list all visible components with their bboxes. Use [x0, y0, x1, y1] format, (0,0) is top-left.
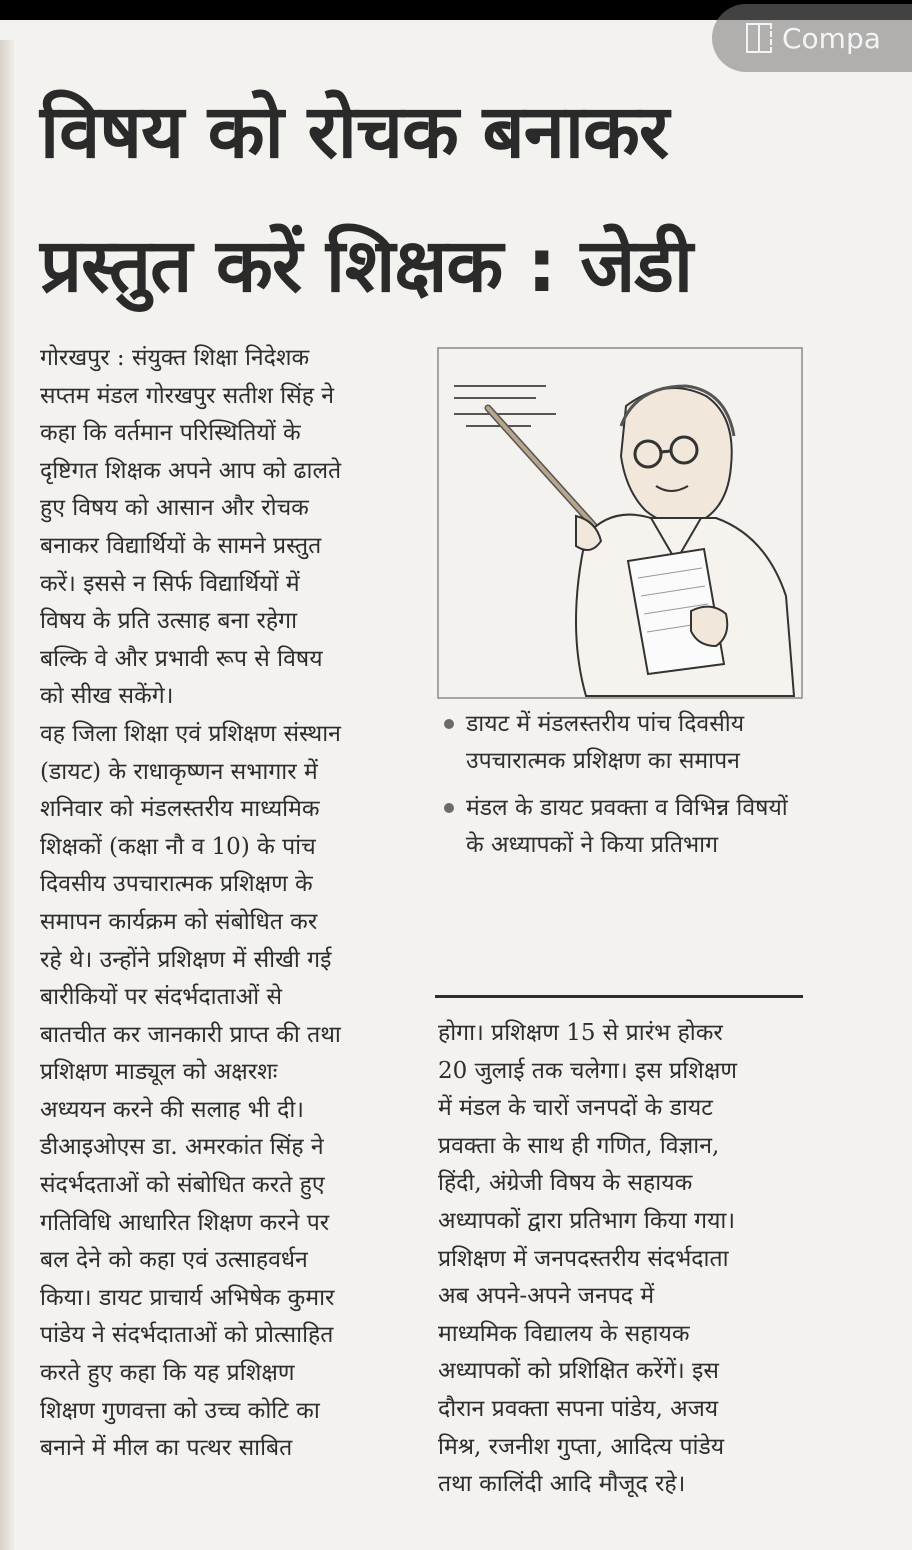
text-line: करें। इससे न सिर्फ विद्यार्थियों में: [40, 570, 300, 597]
compare-button[interactable]: [712, 4, 912, 72]
bullet-icon: [444, 719, 454, 729]
text-line: प्रशिक्षण में जनपदस्तरीय संदर्भदाता: [438, 1245, 729, 1272]
text-line: माध्यमिक विद्यालय के सहायक: [438, 1320, 690, 1347]
text-line: सप्तम मंडल गोरखपुर सतीश सिंह ने: [40, 382, 335, 409]
text-line: बनाने में मील का पत्थर साबित: [40, 1435, 293, 1462]
text-line: शिक्षकों (कक्षा नौ व 10) के पांच: [40, 833, 316, 860]
text-line: समापन कार्यक्रम को संबोधित कर: [40, 908, 318, 935]
text-line: बारीकियों पर संदर्भदाताओं से: [40, 984, 282, 1011]
text-line: हिंदी, अंग्रेजी विषय के सहायक: [438, 1170, 693, 1197]
page-edge-shadow: [0, 40, 14, 1550]
text-line: बल देने को कहा एवं उत्साहवर्धन: [40, 1247, 308, 1274]
compare-label: Compa: [782, 21, 881, 55]
text-line: दृष्टिगत शिक्षक अपने आप को ढालते: [40, 457, 342, 484]
text-line: रहे थे। उन्होंने प्रशिक्षण में सीखी गई: [40, 946, 332, 973]
text-line: डीआइओएस डा. अमरकांत सिंह ने: [40, 1134, 324, 1161]
article-right-column: [438, 1015, 800, 1504]
text-line: संदर्भदताओं को संबोधित करते हुए: [40, 1172, 325, 1199]
teacher-head: [621, 388, 732, 524]
text-line: को सीख सकेंगे।: [40, 683, 174, 710]
bullet-icon: [444, 803, 454, 813]
highlights-box: [440, 706, 802, 874]
text-line: मिश्र, रजनीश गुप्ता, आदित्य पांडेय: [438, 1433, 725, 1460]
text-line: तथा कालिंदी आदि मौजूद रहे।: [438, 1471, 686, 1498]
article-left-column: [40, 340, 412, 1468]
highlight-text: मंडल के डायट प्रवक्ता व विभिन्न विषयों के अध्यापकों ने किया प्रतिभाग: [466, 795, 788, 858]
text-line: विषय के प्रति उत्साह बना रहेगा: [40, 608, 298, 635]
text-line: अध्यापकों द्वारा प्रतिभाग किया गया।: [438, 1207, 736, 1234]
text-line: गोरखपुर : संयुक्त शिक्षा निदेशक: [40, 345, 310, 371]
teacher-illustration: [436, 346, 804, 700]
text-line: हुए विषय को आसान और रोचक: [40, 495, 309, 522]
newspaper-clipping: [0, 20, 912, 1550]
headline-line-1: विषय को रोचक बनाकर: [40, 89, 669, 175]
text-line: गतिविधि आधारित शिक्षण करने पर: [40, 1209, 330, 1236]
text-line: में मंडल के चारों जनपदों के डायट: [438, 1095, 713, 1122]
text-line: कहा कि वर्तमान परिस्थितियों के: [40, 420, 301, 447]
text-line: 20 जुलाई तक चलेगा। इस प्रशिक्षण: [438, 1057, 737, 1084]
blackboard-lines: [454, 386, 556, 426]
text-line: किया। डायट प्राचार्य अभिषेक कुमार: [40, 1284, 335, 1311]
teacher-hand: [576, 516, 601, 550]
text-line: अब अपने-अपने जनपद में: [438, 1283, 655, 1310]
highlight-item: [440, 790, 802, 864]
text-line: दिवसीय उपचारात्मक प्रशिक्षण के: [40, 871, 313, 898]
text-line: अध्यापकों को प्रशिक्षित करेंगें। इस: [438, 1358, 719, 1385]
text-line: अध्ययन करने की सलाह भी दी।: [40, 1096, 305, 1123]
text-line: बातचीत कर जानकारी प्राप्त की तथा: [40, 1021, 341, 1048]
headline-line-2: प्रस्तुत करें शिक्षक : जेडी: [40, 223, 693, 309]
text-line: शिक्षण गुणवत्ता को उच्च कोटि का: [40, 1397, 320, 1424]
highlight-item: [440, 706, 802, 780]
text-line: करते हुए कहा कि यह प्रशिक्षण: [40, 1360, 295, 1387]
text-line: बल्कि वे और प्रभावी रूप से विषय: [40, 645, 323, 672]
text-line: प्रशिक्षण माड्यूल को अक्षरशः: [40, 1059, 278, 1086]
text-line: वह जिला शिक्षा एवं प्रशिक्षण संस्थान: [40, 720, 341, 747]
text-line: प्रवक्ता के साथ ही गणित, विज्ञान,: [438, 1132, 720, 1159]
compare-icon: [746, 23, 772, 53]
text-line: दौरान प्रवक्ता सपना पांडेय, अजय: [438, 1395, 719, 1422]
text-line: बनाकर विद्यार्थियों के सामने प्रस्तुत: [40, 532, 322, 559]
text-line: होगा। प्रशिक्षण 15 से प्रारंभ होकर: [438, 1020, 723, 1046]
section-divider: [435, 995, 803, 998]
text-line: (डायट) के राधाकृष्णन सभागार में: [40, 758, 318, 785]
text-line: पांडेय ने संदर्भदाताओं को प्रोत्साहित: [40, 1322, 334, 1349]
headline: [40, 65, 800, 333]
text-line: शनिवार को मंडलस्तरीय माध्यमिक: [40, 796, 320, 823]
highlight-text: डायट में मंडलस्तरीय पांच दिवसीय उपचारात्मक प्रशिक्षण का समापन: [466, 711, 745, 774]
